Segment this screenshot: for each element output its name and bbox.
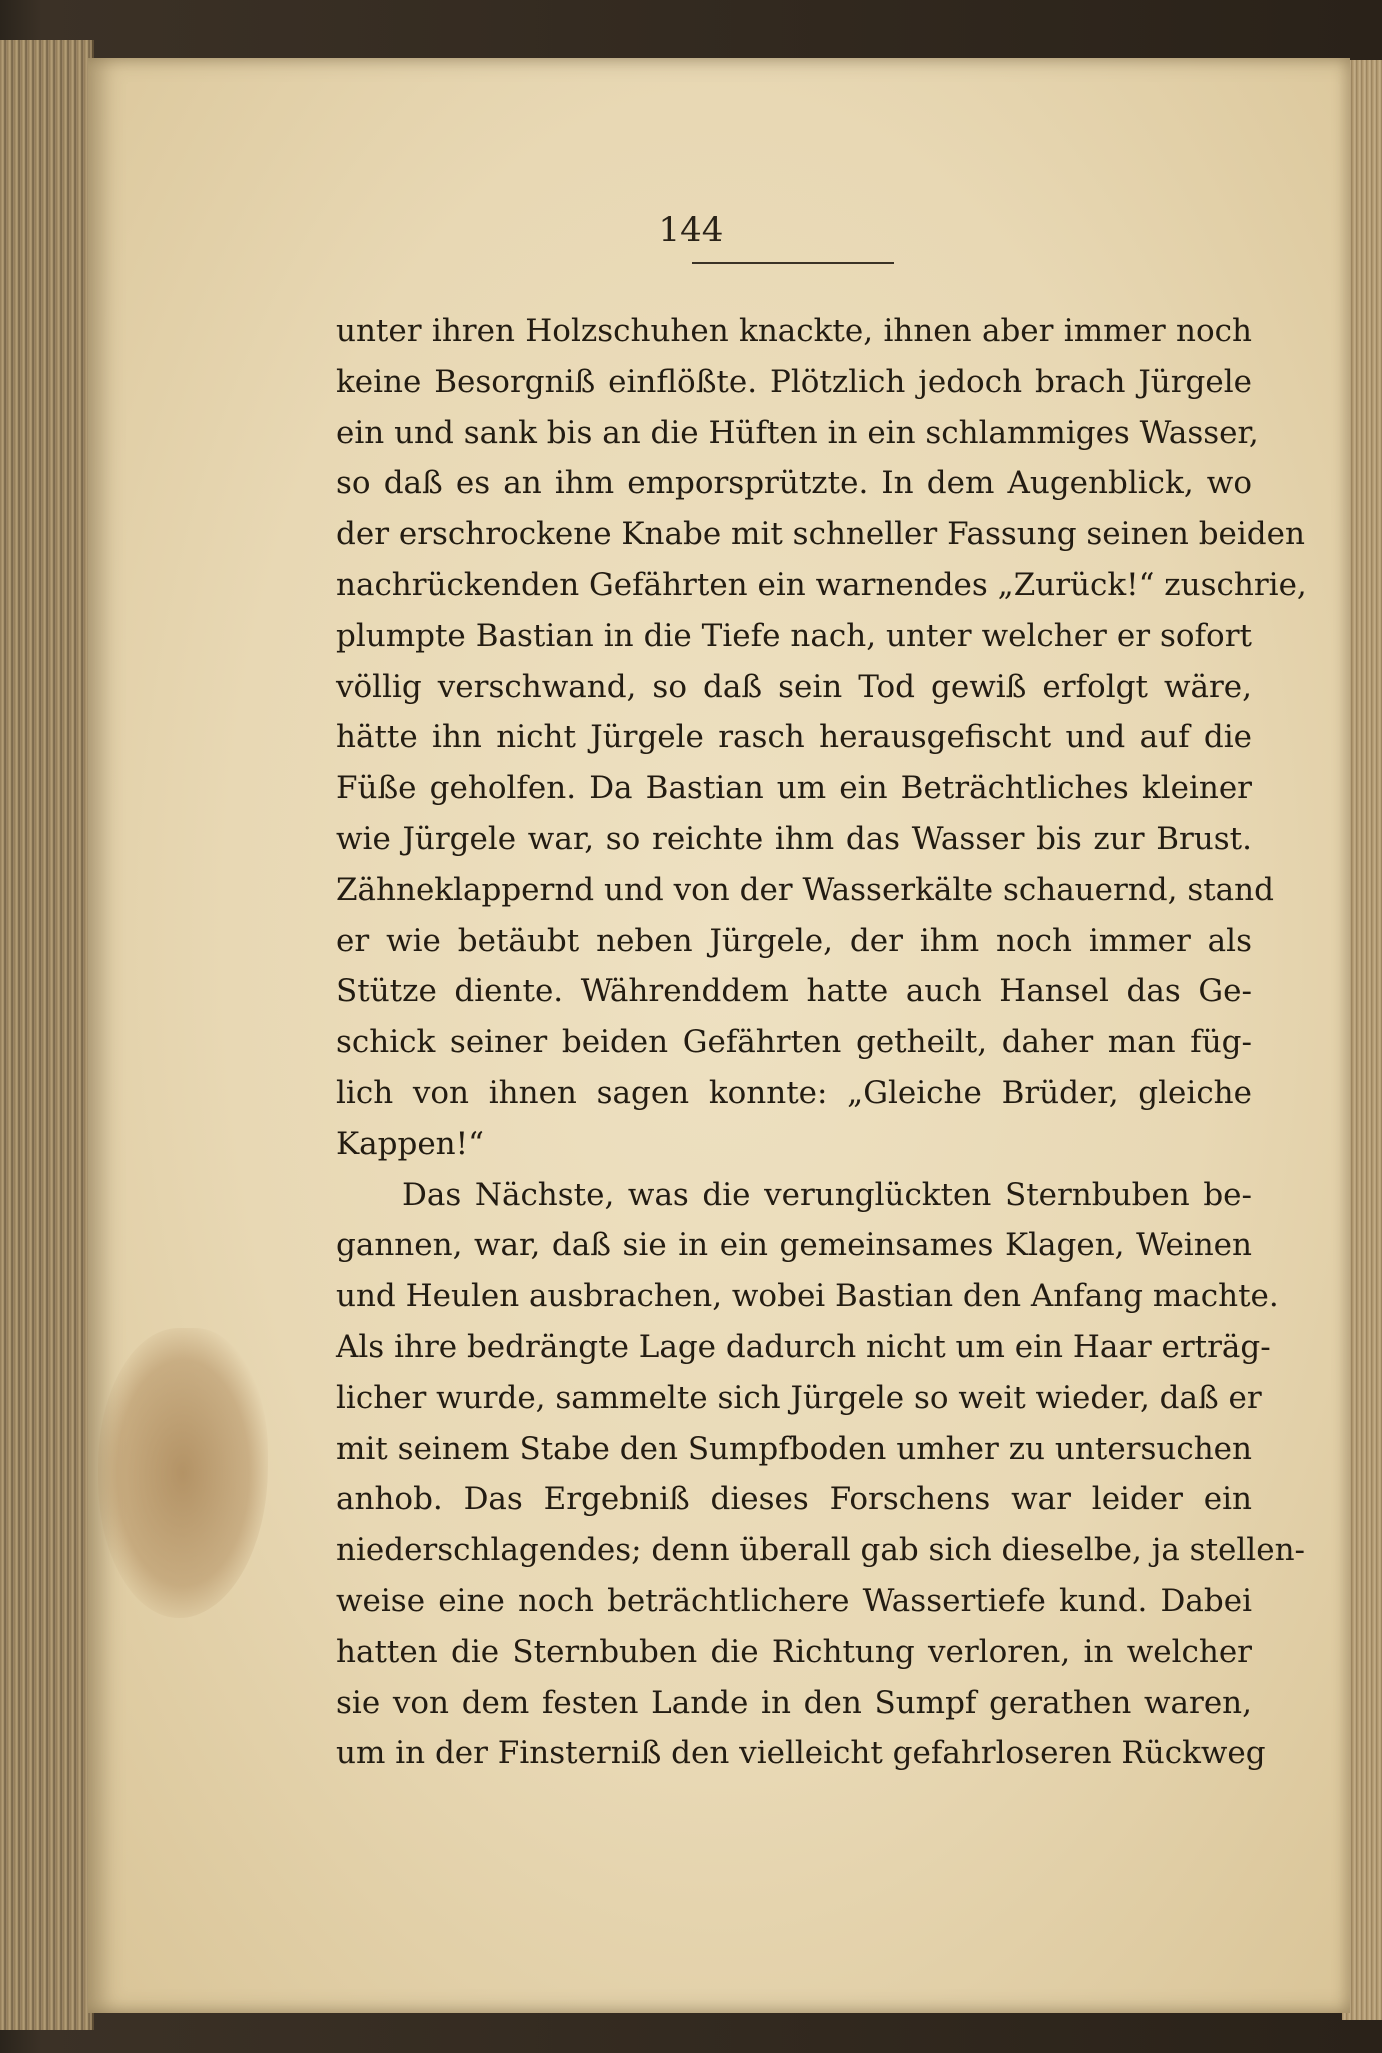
- text-line: er wie betäubt neben Jürgele, der ihm noch immer als: [336, 922, 1252, 959]
- text-line: weise eine noch beträchtlichere Wassertiefe kund. Dabei: [336, 1582, 1252, 1619]
- text-line: niederschlagendes; denn überall gab sich dieselbe, ja stellen-: [336, 1532, 1306, 1569]
- text-line: um in der Finsterniß den vielleicht gefahrloseren Rückweg: [336, 1735, 1266, 1772]
- text-line: plumpte Bastian in die Tiefe nach, unter welcher er sofort: [336, 617, 1252, 654]
- text-line: Stütze diente. Währenddem hatte auch Hansel das Ge-: [336, 973, 1252, 1010]
- page-number: 144: [658, 210, 724, 250]
- page-number-rule: [692, 262, 894, 264]
- body-text: [336, 306, 1307, 1779]
- text-line: hätte ihn nicht Jürgele rasch herausgefischt und auf die: [336, 719, 1252, 756]
- text-line: licher wurde, sammelte sich Jürgele so weit wieder, daß er: [336, 1379, 1262, 1416]
- text-line: Als ihre bedrängte Lage dadurch nicht um ein Haar erträg-: [336, 1328, 1271, 1365]
- text-line: der erschrockene Knabe mit schneller Fassung seinen beiden: [336, 516, 1305, 553]
- text-line: gannen, war, daß sie in ein gemeinsames Klagen, Weinen: [336, 1227, 1252, 1264]
- text-line: lich von ihnen sagen konnte: „Gleiche Brüder, gleiche: [336, 1074, 1252, 1111]
- text-line: mit seinem Stabe den Sumpfboden umher zu untersuchen: [336, 1430, 1252, 1467]
- text-line: schick seiner beiden Gefährten getheilt, daher man füg-: [336, 1024, 1252, 1061]
- text-line: so daß es an ihm emporsprützte. In dem Augenblick, wo: [336, 465, 1252, 502]
- text-line: Zähneklappernd und von der Wasserkälte schauernd, stand: [336, 871, 1274, 908]
- text-line: und Heulen ausbrachen, wobei Bastian den Anfang machte.: [336, 1278, 1279, 1315]
- page-edges-left: [0, 40, 94, 2030]
- text-line: Das Nächste, was die verunglückten Sternbuben be-: [402, 1176, 1252, 1213]
- text-line: nachrückenden Gefährten ein warnendes „Zurück!“ zuschrie,: [336, 566, 1307, 603]
- text-line: hatten die Sternbuben die Richtung verloren, in welcher: [336, 1633, 1252, 1670]
- text-line: Kappen!“: [336, 1125, 484, 1162]
- water-stain: [98, 1328, 268, 1618]
- text-line: völlig verschwand, so daß sein Tod gewiß erfolgt wäre,: [336, 668, 1252, 705]
- text-line: Füße geholfen. Da Bastian um ein Beträchtliches kleiner: [336, 770, 1252, 807]
- text-line: sie von dem festen Lande in den Sumpf gerathen waren,: [336, 1684, 1252, 1721]
- text-line: keine Besorgniß einflößte. Plötzlich jedoch brach Jürgele: [336, 363, 1252, 400]
- text-line: unter ihren Holzschuhen knackte, ihnen aber immer noch: [336, 313, 1252, 349]
- text-line: wie Jürgele war, so reichte ihm das Wasser bis zur Brust.: [336, 820, 1252, 857]
- text-line: anhob. Das Ergebniß dieses Forschens war leider ein: [336, 1481, 1252, 1518]
- text-line: ein und sank bis an die Hüften in ein schlammiges Wasser,: [336, 414, 1259, 451]
